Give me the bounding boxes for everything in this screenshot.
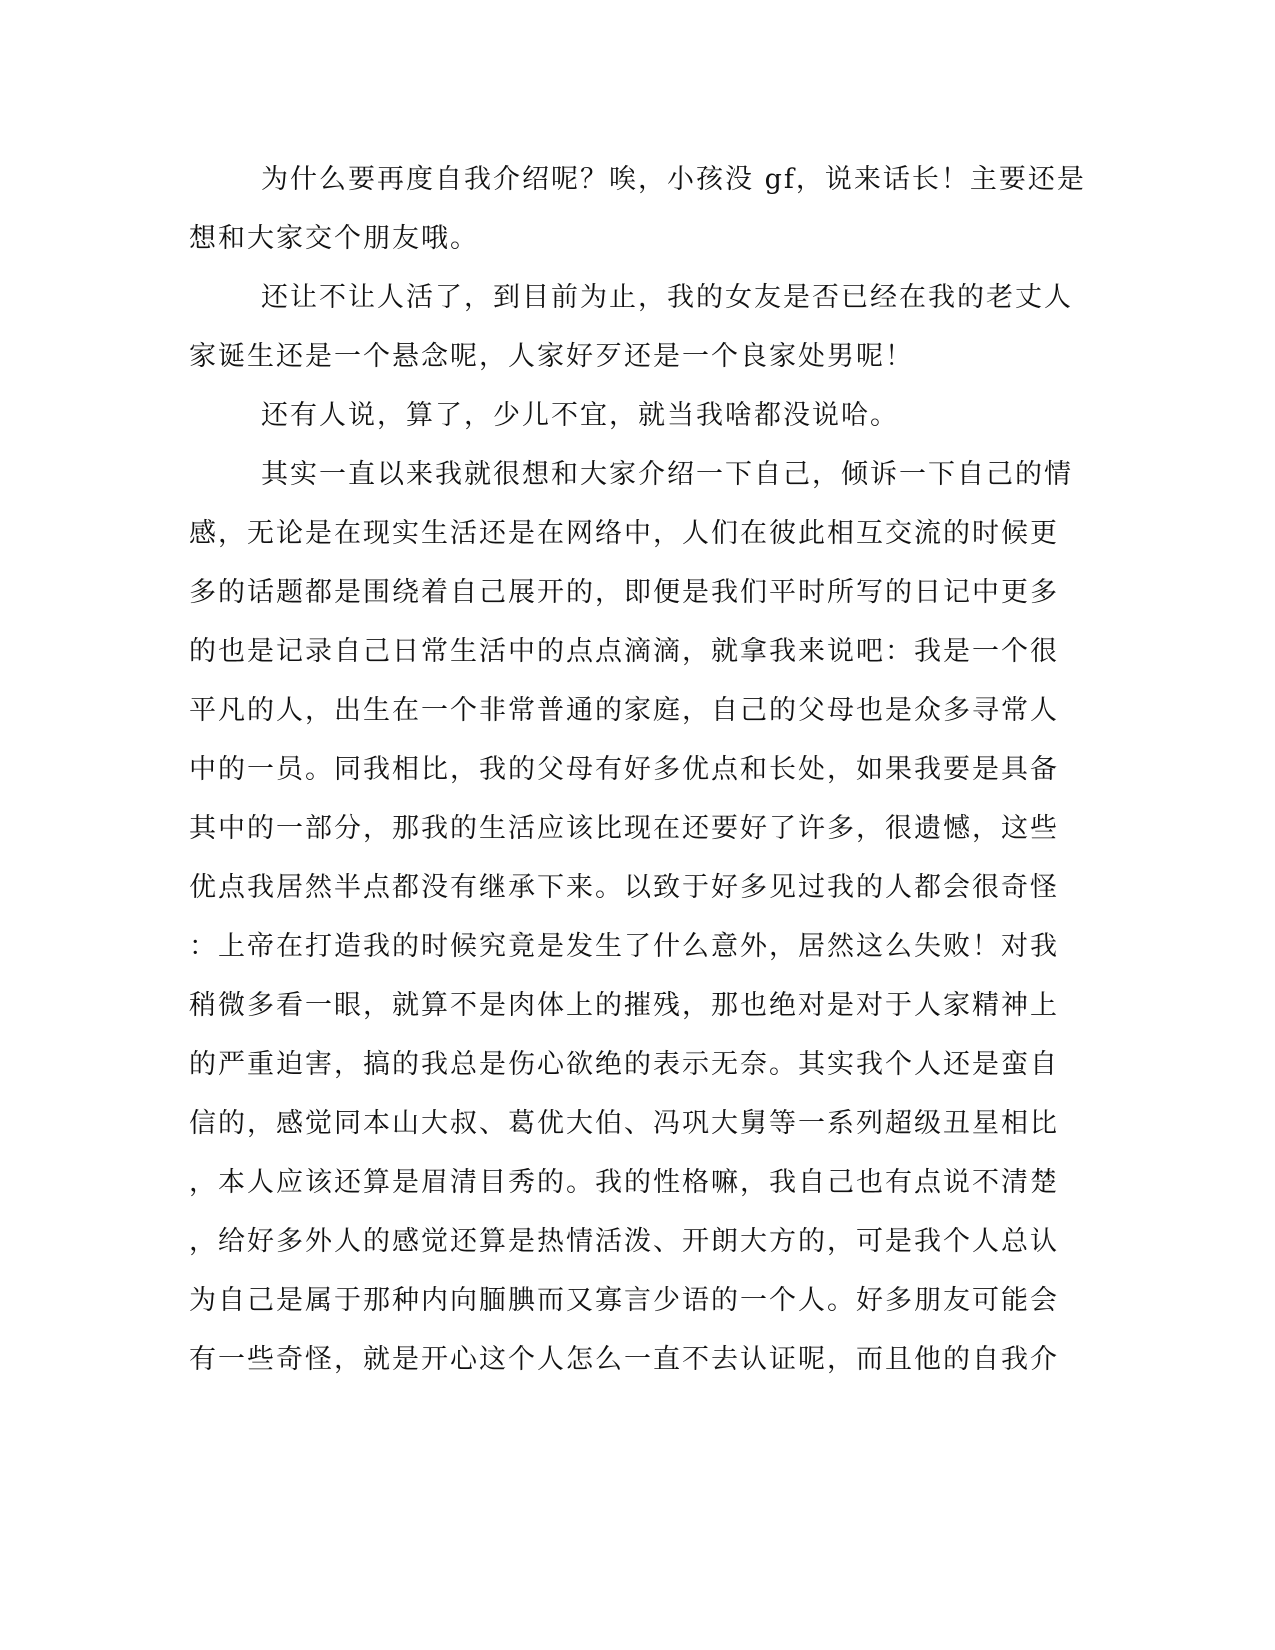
text-line: ，本人应该还算是眉清目秀的。我的性格嘛，我自己也有点说不清楚 <box>189 1167 1059 1198</box>
text-line: 其实一直以来我就很想和大家介绍一下自己，倾诉一下自己的情 <box>261 459 1073 490</box>
text-line: 有一些奇怪，就是开心这个人怎么一直不去认证呢，而且他的自我介 <box>189 1344 1059 1375</box>
text-line: 为自己是属于那种内向腼腆而又寡言少语的一个人。好多朋友可能会 <box>189 1285 1059 1316</box>
text-line: 还让不让人活了，到目前为止，我的女友是否已经在我的老丈人 <box>261 282 1073 313</box>
text-line: 家诞生还是一个悬念呢，人家好歹还是一个良家处男呢！ <box>189 341 914 372</box>
text-line: 的严重迫害，搞的我总是伤心欲绝的表示无奈。其实我个人还是蛮自 <box>189 1049 1059 1080</box>
text-line: 稍微多看一眼，就算不是肉体上的摧残，那也绝对是对于人家精神上 <box>189 990 1059 1021</box>
text-line: 还有人说，算了，少儿不宜，就当我啥都没说哈。 <box>261 400 899 431</box>
text-line: 为什么要再度自我介绍呢？唉，小孩没 gf，说来话长！主要还是 <box>261 164 1086 195</box>
text-line: 中的一员。同我相比，我的父母有好多优点和长处，如果我要是具备 <box>189 754 1059 785</box>
text-line: 的也是记录自己日常生活中的点点滴滴，就拿我来说吧：我是一个很 <box>189 636 1059 667</box>
text-line: 优点我居然半点都没有继承下来。以致于好多见过我的人都会很奇怪 <box>189 872 1059 903</box>
text-line: 多的话题都是围绕着自己展开的，即便是我们平时所写的日记中更多 <box>189 577 1059 608</box>
text-line: 想和大家交个朋友哦。 <box>189 223 479 254</box>
text-line: 平凡的人，出生在一个非常普通的家庭，自己的父母也是众多寻常人 <box>189 695 1059 726</box>
text-line: 其中的一部分，那我的生活应该比现在还要好了许多，很遗憾，这些 <box>189 813 1059 844</box>
text-line: ，给好多外人的感觉还算是热情活泼、开朗大方的，可是我个人总认 <box>189 1226 1059 1257</box>
text-line: 信的，感觉同本山大叔、葛优大伯、冯巩大舅等一系列超级丑星相比 <box>189 1108 1059 1139</box>
text-line: 感，无论是在现实生活还是在网络中，人们在彼此相互交流的时候更 <box>189 518 1059 549</box>
text-line: ：上帝在打造我的时候究竟是发生了什么意外，居然这么失败！对我 <box>189 931 1059 962</box>
